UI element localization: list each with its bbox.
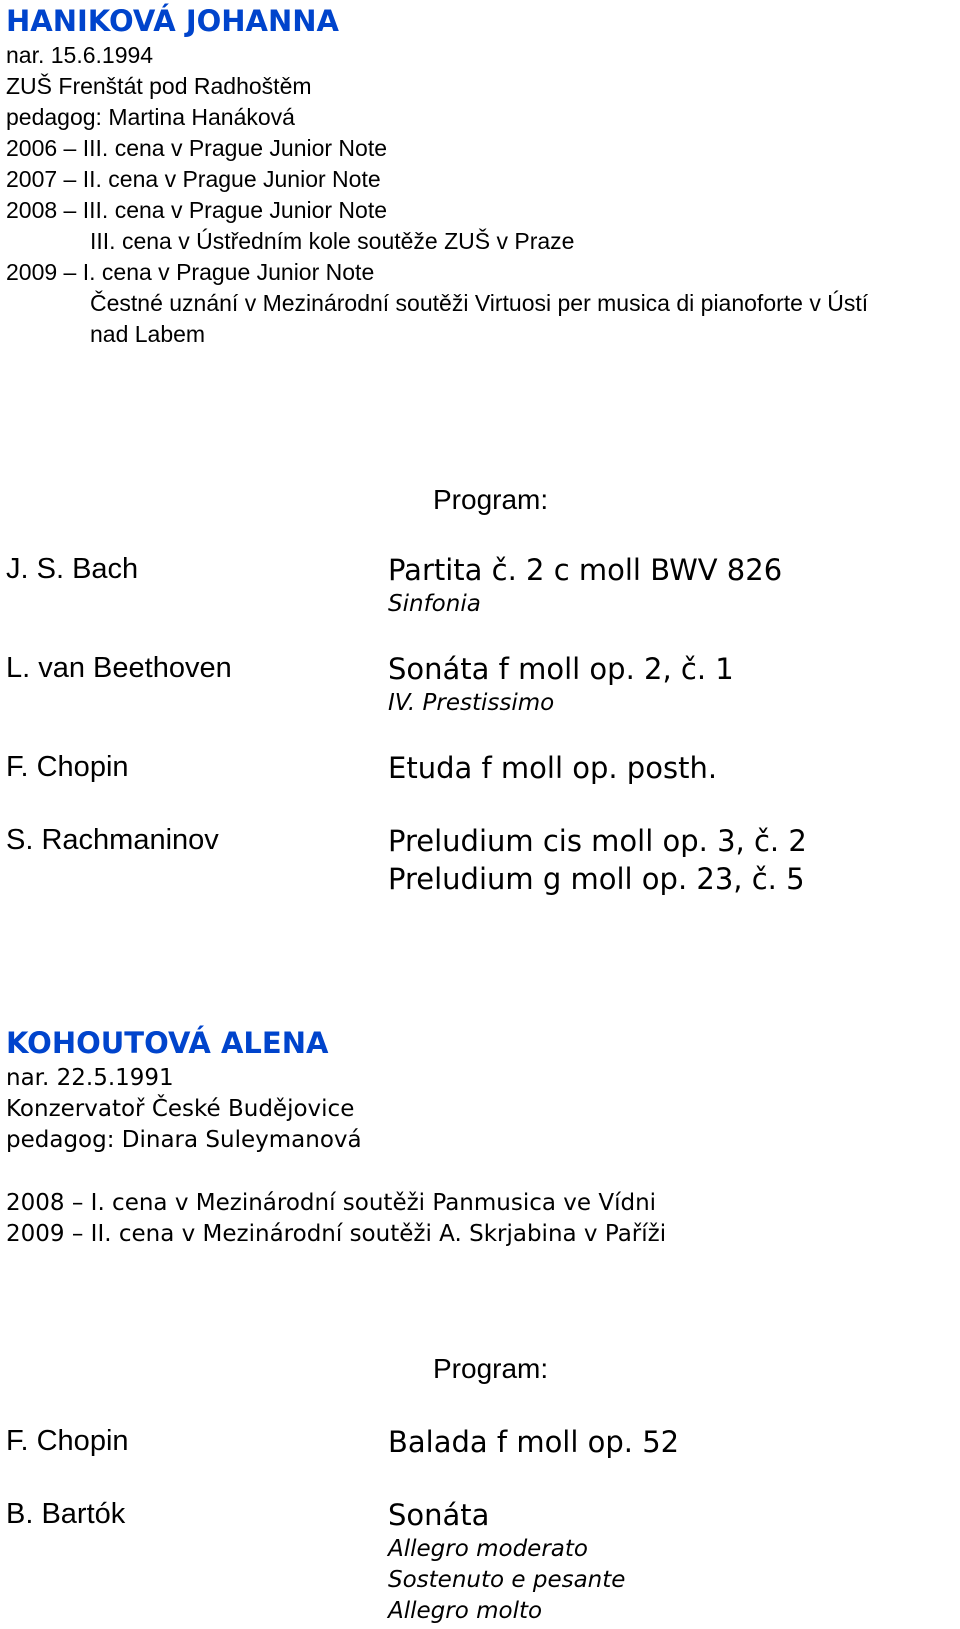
composer: J. S. Bach [6,553,139,585]
award-line: 2006 – III. cena v Prague Junior Note [6,135,388,161]
performer-name: KOHOUTOVÁ ALENA [6,1026,329,1060]
composer: L. van Beethoven [6,652,232,684]
program-heading: Program: [433,1353,549,1384]
award-line: 2008 – III. cena v Prague Junior Note [6,197,388,223]
composer: B. Bartók [6,1498,126,1530]
award-line: 2009 – II. cena v Mezinárodní soutěži A. Skrjabina v Paříži [6,1221,667,1247]
work-title: Sonáta [388,1498,490,1532]
teacher: pedagog: Dinara Suleymanová [6,1127,362,1153]
award-line: 2007 – II. cena v Prague Junior Note [6,166,381,192]
movement: Allegro moderato [388,1536,588,1562]
work-title: Preludium cis moll op. 3, č. 2 [388,824,807,858]
birth-date: nar. 15.6.1994 [6,42,154,68]
movement: IV. Prestissimo [388,690,555,716]
award-line: III. cena v Ústředním kole soutěže ZUŠ v Praze [90,228,575,254]
composer: F. Chopin [6,1425,129,1457]
work-title: Balada f moll op. 52 [388,1425,680,1459]
performer-name: HANIKOVÁ JOHANNA [6,4,339,38]
program-heading: Program: [433,484,549,515]
work-title: Sonáta f moll op. 2, č. 1 [388,652,734,686]
movement: Sostenuto e pesante [388,1567,626,1593]
movement: Allegro molto [388,1598,543,1624]
work-title: Partita č. 2 c moll BWV 826 [388,553,783,587]
award-line: nad Labem [90,321,206,347]
composer: F. Chopin [6,751,129,783]
teacher: pedagog: Martina Hanáková [6,104,295,130]
birth-date: nar. 22.5.1991 [6,1065,174,1091]
work-title: Etuda f moll op. posth. [388,751,718,785]
work-title: Preludium g moll op. 23, č. 5 [388,862,805,896]
composer: S. Rachmaninov [6,824,219,856]
award-line: 2009 – I. cena v Prague Junior Note [6,259,375,285]
award-line: Čestné uznání v Mezinárodní soutěži Virtuosi per musica di pianoforte v Ústí [90,290,869,316]
school: Konzervatoř České Budějovice [6,1096,355,1122]
school: ZUŠ Frenštát pod Radhoštěm [6,73,312,99]
movement: Sinfonia [388,591,481,617]
award-line: 2008 – I. cena v Mezinárodní soutěži Panmusica ve Vídni [6,1190,657,1216]
